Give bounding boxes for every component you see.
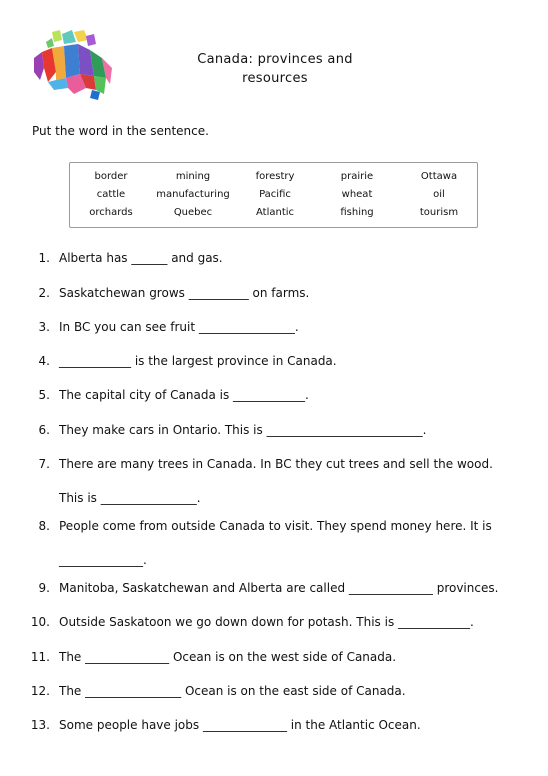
word-bank-item: oil bbox=[433, 189, 445, 200]
question-text: The ______________ Ocean is on the west side of Canada. bbox=[59, 650, 397, 664]
question-number: 9. bbox=[38, 581, 50, 595]
word-bank-item: orchards bbox=[89, 207, 133, 218]
question-text: In BC you can see fruit ________________. bbox=[59, 320, 299, 334]
canada-map-icon bbox=[30, 28, 114, 102]
word-bank-item: border bbox=[94, 171, 128, 182]
question-number: 11. bbox=[30, 650, 50, 664]
question-text: They make cars in Ontario. This is __________________________. bbox=[59, 423, 427, 437]
question-text: Some people have jobs ______________ in the Atlantic Ocean. bbox=[59, 718, 421, 732]
word-bank-item: Ottawa bbox=[420, 171, 458, 182]
word-bank-item: wheat bbox=[341, 189, 373, 200]
question-number: 6. bbox=[38, 423, 50, 437]
word-bank-item: fishing bbox=[340, 207, 374, 218]
question-number: 4. bbox=[38, 354, 50, 368]
word-bank-item: tourism bbox=[419, 207, 459, 218]
word-bank-item: prairie bbox=[340, 171, 374, 182]
question-number: 5. bbox=[38, 388, 50, 402]
question-number: 2. bbox=[38, 286, 50, 300]
question-number: 8. bbox=[38, 519, 50, 533]
question-text: Alberta has ______ and gas. bbox=[59, 251, 223, 265]
word-bank bbox=[69, 162, 478, 228]
word-bank-item: Atlantic bbox=[255, 207, 295, 218]
word-bank-grid bbox=[70, 171, 477, 225]
question-text: There are many trees in Canada. In BC they cut trees and sell the wood. This is ________________. bbox=[59, 457, 493, 505]
title-line-2: resources bbox=[242, 71, 308, 86]
word-bank-item: manufacturing bbox=[156, 189, 230, 200]
word-bank-item: Pacific bbox=[259, 189, 291, 200]
question-number: 13. bbox=[30, 718, 50, 732]
word-bank-item: mining bbox=[175, 171, 211, 182]
question-number: 10. bbox=[30, 615, 50, 629]
question-text: Manitoba, Saskatchewan and Alberta are called ______________ provinces. bbox=[59, 581, 499, 595]
instruction-text: Put the word in the sentence. bbox=[32, 124, 209, 138]
word-bank-item: cattle bbox=[96, 189, 126, 200]
question-number: 3. bbox=[38, 320, 50, 334]
question-number: 12. bbox=[30, 684, 50, 698]
question-text: People come from outside Canada to visit. They spend money here. It is ______________. bbox=[59, 519, 492, 567]
question-text: The capital city of Canada is ____________. bbox=[59, 388, 309, 402]
question-text: Saskatchewan grows __________ on farms. bbox=[59, 286, 310, 300]
question-number: 7. bbox=[38, 457, 50, 471]
question-text: The ________________ Ocean is on the east side of Canada. bbox=[59, 684, 406, 698]
word-bank-item: forestry bbox=[255, 171, 295, 182]
question-text: Outside Saskatoon we go down down for potash. This is ____________. bbox=[59, 615, 474, 629]
title-line-1: Canada: provinces and bbox=[197, 52, 353, 67]
word-bank-item: Quebec bbox=[173, 207, 213, 218]
question-number: 1. bbox=[38, 251, 50, 265]
worksheet-title bbox=[170, 50, 380, 88]
question-text: ____________ is the largest province in Canada. bbox=[59, 354, 337, 368]
